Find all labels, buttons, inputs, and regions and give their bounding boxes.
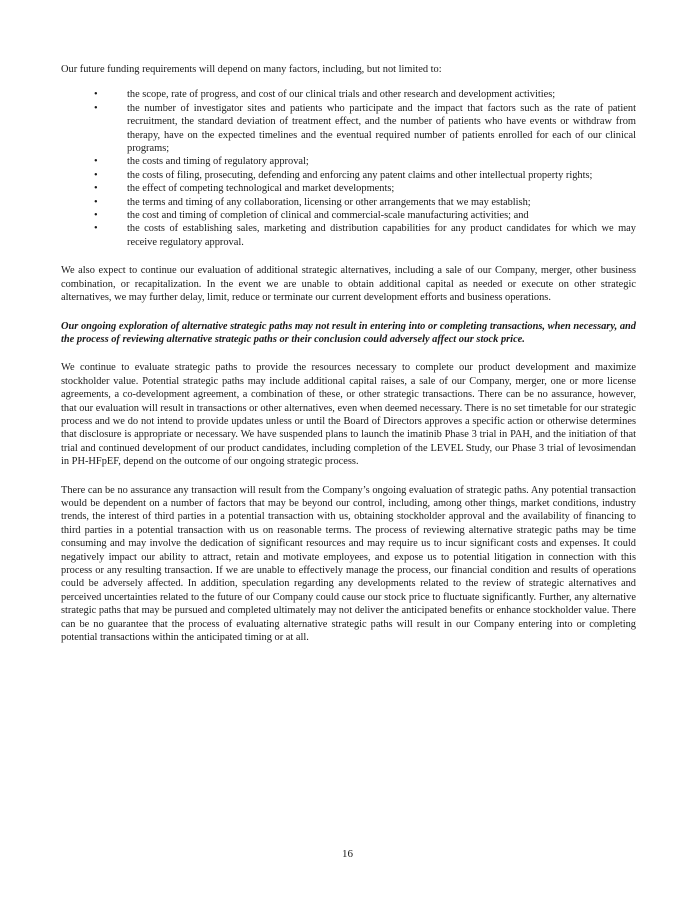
intro-paragraph: Our future funding requirements will depend on many factors, including, but not limited to: (61, 64, 442, 75)
list-item (61, 169, 636, 182)
list-item (61, 182, 636, 195)
list-item-text: the costs of filing, prosecuting, defending and enforcing any patent claims and other intellectual property rights; (127, 169, 593, 181)
bullet-icon: • (94, 89, 98, 101)
list-item-text: the costs of establishing sales, marketing and distribution capabilities for any product candidates for which we may receive regulatory approval. (127, 223, 636, 248)
list-item-text: the scope, rate of progress, and cost of our clinical trials and other research and development activities; (127, 89, 556, 101)
funding-factors-list (61, 88, 636, 249)
transaction-assurance-paragraph: There can be no assurance any transaction will result from the Company’s ongoing evaluation of strategic paths. Any potential transaction would be dependent on a number of factors that may be beyond our control, including, among other things, market conditions, industry trends, the interest of third parties in a potential transaction with us, obtaining stockholder approval and the availability of financing to third parties in a potential transaction with us on reasonable terms. The process of reviewing alternative strategic paths may be time consuming and may involve the dedication of significant resources and may require us to incur significant costs and expenses. It could negatively impact our ability to attract, retain and motivate employees, and expose us to potential litigation in connection with this process or any resulting transaction. If we are unable to effectively manage the process, our financial condition and results of operations could be adversely affected. In addition, speculation regarding any developments related to the review of strategic alternatives and perceived uncertainties related to the future of our Company could cause our stock price to fluctuate significantly. Further, any alternative strategic paths that may be pursued and completed ultimately may not deliver the anticipated benefits or enhance stockholder value. There can be no guarantee that the process of evaluating alternative strategic paths will result in our Company entering into or completing potential transactions within the anticipated timing or at all. (61, 484, 636, 644)
list-item (61, 88, 636, 101)
strategic-alternatives-paragraph: We also expect to continue our evaluation of additional strategic alternatives, including a sale of our Company, merger, other business combination, or recapitalization. In the event we are unable to obtain additional capital as needed or execute on other strategic alternatives, we may further delay, limit, reduce or terminate our current development efforts and business operations. (61, 265, 636, 304)
strategic-paths-paragraph: We continue to evaluate strategic paths to provide the resources necessary to complete our product development and maximize stockholder value. Potential strategic paths may include additional capital raises, a sale of our Company, merger, one or more license agreements, a co-development agreement, a combination of these, or other strategic transactions. There can be no assurance, however, that our evaluation will result in transactions or other alternatives, even when deemed necessary. There is no set timetable for our strategic process and we do not intend to provide updates unless or until the Board of Directors approves a specific action or otherwise determines that disclosure is appropriate or necessary. We have suspended plans to launch the imatinib Phase 3 trial in PAH, and the initiation of that trial and continued development of our product candidates, including completion of the LEVEL Study, our Phase 3 trial of levosimendan in PH-HFpEF, depend on the outcome of our ongoing strategic process. (61, 362, 636, 468)
page-number: 16 (342, 848, 353, 860)
bullet-icon: • (94, 196, 98, 208)
bullet-icon: • (94, 102, 98, 114)
list-item (61, 155, 636, 168)
list-item (61, 209, 636, 222)
list-item (61, 222, 636, 249)
list-item-text: the terms and timing of any collaboration, licensing or other arrangements that we may establish; (127, 196, 531, 208)
list-item-text: the costs and timing of regulatory approval; (127, 156, 309, 168)
list-item-text: the cost and timing of completion of clinical and commercial-scale manufacturing activities; and (127, 210, 529, 222)
bullet-icon: • (94, 183, 98, 195)
bullet-icon: • (94, 210, 98, 222)
list-item (61, 196, 636, 209)
list-item (61, 102, 636, 156)
bullet-icon: • (94, 169, 98, 181)
document-page (61, 63, 636, 659)
bullet-icon: • (94, 223, 98, 235)
bullet-icon: • (94, 156, 98, 168)
list-item-text: the number of investigator sites and patients who participate and the impact that factors such as the rate of patient recruitment, the standard deviation of treatment effect, and the number of patients who have events or withdraw from therapy, have on the expected timelines and the eventual required number of patients enrolled for each of our clinical programs; (127, 102, 636, 155)
list-item-text: the effect of competing technological and market developments; (127, 183, 395, 195)
risk-factor-heading: Our ongoing exploration of alternative strategic paths may not result in entering into or completing transactions, when necessary, and the process of reviewing alternative strategic paths or their conclusion could adversely affect our stock price. (61, 320, 636, 345)
